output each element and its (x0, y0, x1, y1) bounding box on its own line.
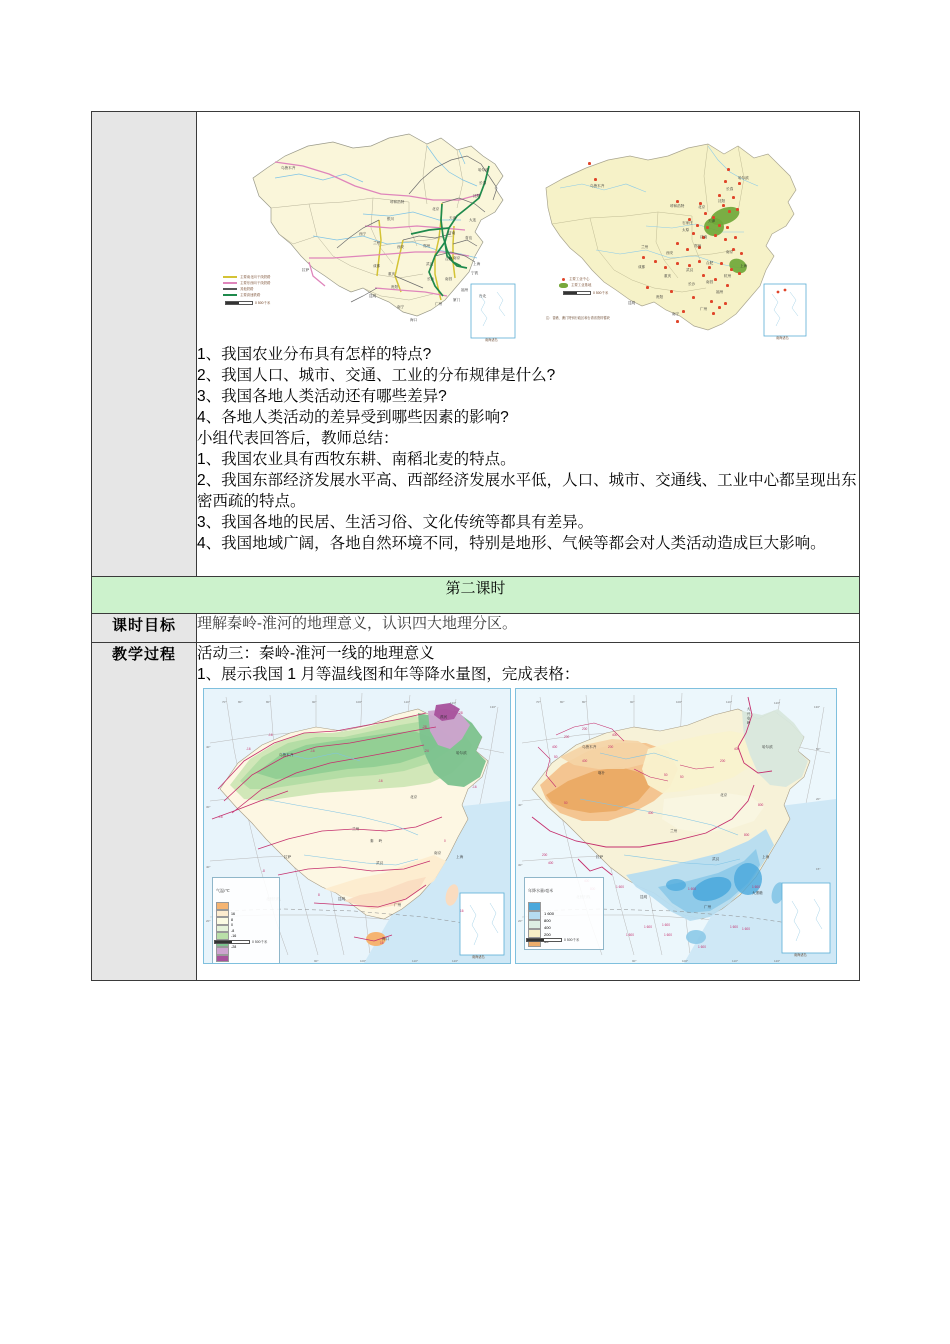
legend-label: 主要南北向干线铁路 (240, 275, 271, 279)
legend-value: -8 (231, 928, 235, 933)
industry-center-dot (670, 290, 673, 293)
industry-center-dot (714, 234, 717, 237)
isohyet-label: 1 600 (616, 885, 624, 889)
scale-label: 0 500千米 (564, 938, 580, 942)
isotherm-label: -28 (458, 711, 463, 715)
industry-center-dot (702, 274, 705, 277)
temperature-legend (212, 877, 280, 964)
industry-map (542, 116, 842, 344)
map-city-label: 长沙 (688, 282, 696, 286)
isotherm-label: -16 (310, 749, 315, 753)
isotherm-label: 0 (444, 839, 446, 843)
map-city-label: 乌鲁木齐 (590, 184, 605, 188)
map-city-label: 广州 (435, 302, 443, 306)
daxinganling-label: 大兴安岭 (747, 707, 751, 726)
map-city-label: 海口 (410, 318, 418, 322)
map-city-label: 广州 (394, 903, 402, 907)
map-city-label: 郑州 (694, 244, 702, 248)
isohyet-label: 1 600 (752, 885, 760, 889)
isohyet-label: 400 (648, 811, 654, 815)
map-city-label: 济南 (448, 231, 456, 235)
industry-center-dot (698, 260, 701, 263)
map-city-label: 拉萨 (596, 855, 604, 859)
map-city-label: 兰州 (373, 241, 381, 245)
industry-center-dot (727, 168, 730, 171)
map-city-label: 济南 (700, 235, 708, 239)
isotherm-label: -16 (378, 779, 383, 783)
isohyet-label: 200 (542, 853, 548, 857)
isohyet-label: 1 600 (698, 945, 706, 949)
map-city-label: 呼和浩特 (670, 204, 685, 208)
map-city-label: 乌鲁木齐 (279, 753, 294, 757)
industry-center-dot (720, 262, 723, 265)
map-city-label: 北京 (410, 795, 418, 799)
map-city-label: 南昌 (445, 277, 453, 281)
map-city-label: 贵阳 (391, 285, 399, 289)
annual-precipitation-map: 乌鲁木齐 喀什 哈尔滨 北京 兰州 拉萨 上海 武汉 昆明 广州 大堡礁 大兴安岭 200 200 400 200 50 400 400 50 50 50 400 200 400 200 400 800 800 1 600 1 600 1 600 1 600 1 600 1 600 1 600 1 600 1 600 1 600 70° 80° 80° 90° 100° 110° 120° 130° 50° 20° 15° 40° 30° 20° 90° 100° 110° 120° 年降水量/毫米 1 600 800 400 200 0 500千米 南海诸岛 (515, 688, 837, 964)
maps-row-bottom (197, 688, 859, 966)
activity-heading: 活动三：秦岭-淮河一线的地理意义 (197, 645, 435, 662)
isohyet-label: 1 600 (688, 887, 696, 891)
isotherm-label: -16 (268, 733, 273, 737)
map-city-label: 重庆 (664, 274, 672, 278)
map-city-label: 杭州 (724, 274, 732, 278)
industry-center-dot (724, 302, 727, 305)
map-city-label: 乌鲁木齐 (281, 166, 296, 170)
map-city-label: 福州 (716, 290, 724, 294)
question-line: 4、各地人类活动的差异受到哪些因素的影响? (197, 409, 509, 426)
map-city-label: 北京 (432, 207, 440, 211)
map-city-label: 厦门 (453, 298, 461, 302)
isotherm-label: 8 (318, 893, 320, 897)
map-city-label: 哈尔滨 (738, 176, 749, 180)
map-city-label: 大堡礁 (752, 891, 763, 895)
map-city-label: 兰州 (352, 827, 360, 831)
isotherm-label: -8 (262, 869, 265, 873)
scale-label: 0 500千米 (593, 291, 609, 295)
isotherm-label: -16 (218, 815, 223, 819)
map-city-label: 武汉 (712, 857, 720, 861)
map-city-label: 上海 (740, 264, 748, 268)
isohyet-label: 400 (582, 759, 588, 763)
industry-map-note: 注：香港、澳门特别行政区和台湾省资料暂缺 (546, 316, 610, 320)
industry-center-dot (692, 296, 695, 299)
map-city-label: 广州 (700, 307, 708, 311)
january-temperature-map: 乌鲁木齐 哈尔滨 漠河 北京 兰州 拉萨 南京 上海 武汉 昆明 广州 海口 秦 岭 -16 -16 -16 -16 -16 -16 -24 -28 -28 -8 0 8 16 16 70° 80° 80° 90° 100° 110° 120° 130° 40° 30° 40° 20° 90° 100° 110° 120° 气温/℃ 16 8 0 -8 -16 -28 0 500千米 南海诸岛 (203, 688, 511, 964)
industry-center-dot (734, 236, 737, 239)
map-city-label: 宁波 (471, 271, 479, 275)
transition-line: 小组代表回答后，教师总结： (197, 430, 399, 447)
map-city-label: 成都 (638, 265, 646, 269)
isohyet-label: 200 (564, 735, 570, 739)
map-city-label: 广州 (704, 905, 712, 909)
industry-legend (558, 276, 608, 296)
map-city-label: 台北 (479, 294, 487, 298)
map-city-label: 合肥 (445, 257, 453, 261)
map-city-label: 上海 (762, 855, 770, 859)
isotherm-label: 16 (460, 909, 464, 913)
industry-center-dot (712, 312, 715, 315)
question-line: 3、我国各地人类活动还有哪些差异? (197, 388, 447, 405)
table-row (92, 112, 860, 577)
row1-label-cell (92, 112, 197, 577)
precipitation-scale (524, 937, 579, 943)
map-city-label: 南京 (726, 250, 734, 254)
map-city-label: 南京 (453, 256, 461, 260)
temperature-scale (212, 939, 268, 949)
map-city-label: 昆明 (369, 294, 377, 298)
activity-item: 1、展示我国 1 月等温线图和年等降水量图，完成表格： (197, 666, 580, 683)
map-city-label: 大连 (469, 218, 477, 222)
legend-value: 1 600 (544, 911, 555, 916)
map-city-label: 漠河 (440, 715, 448, 719)
map-city-label: 长沙 (427, 277, 435, 281)
map-city-label: 沈阳 (718, 199, 726, 203)
isohyet-label: 1 600 (662, 923, 670, 927)
isohyet-label: 200 (720, 759, 726, 763)
inset-label: 南海诸岛 (776, 336, 789, 340)
railway-map (213, 116, 523, 344)
map-city-label: 长春 (479, 181, 487, 185)
second-period-banner: 第二课时 (92, 577, 860, 614)
map-city-label: 海口 (382, 937, 390, 941)
legend-label: 其他铁路 (240, 287, 254, 291)
map-city-label: 南京 (434, 851, 442, 855)
isohyet-label: 400 (552, 745, 558, 749)
isohyet-label: 1 600 (644, 925, 652, 929)
inset-label: 南海诸岛 (472, 955, 485, 959)
industry-center-dot (646, 286, 649, 289)
map-city-label: 兰州 (641, 245, 649, 249)
legend-value: 400 (544, 925, 551, 930)
map-city-label: 西宁 (359, 232, 367, 236)
map-city-label: 南宁 (672, 312, 680, 316)
table-row (92, 577, 860, 614)
industry-center-dot (676, 242, 679, 245)
isohyet-label: 200 (582, 727, 588, 731)
summary-line: 4、我国地域广阔，各地自然环境不同，特别是地形、气候等都会对人类活动造成巨大影响。 (197, 535, 826, 552)
industry-center-dot (724, 238, 727, 241)
legend-value: 8 (231, 917, 233, 922)
legend-label: 主要工业基地 (571, 283, 592, 287)
map-city-label: 青岛 (465, 236, 473, 240)
industry-center-dot (696, 224, 699, 227)
map-city-label: 昆明 (628, 301, 636, 305)
isohyet-label: 50 (664, 773, 668, 777)
map-city-label: 武汉 (376, 861, 384, 865)
legend-value: 800 (544, 918, 551, 923)
legend-value: 16 (231, 912, 235, 916)
summary-line: 2、我国东部经济发展水平高、西部经济发展水平低，人口、城市、交通线、工业中心都呈现出东密西疏的特点。 (197, 472, 857, 510)
map-city-label: 天津 (449, 216, 457, 220)
map-city-label: 呼和浩特 (390, 200, 405, 204)
map-city-label: 武汉 (426, 262, 434, 266)
map-city-label: 北京 (698, 205, 706, 209)
isohyet-label: 1 600 (730, 925, 738, 929)
map-city-label: 西安 (666, 251, 674, 255)
map-city-label: 武汉 (686, 268, 694, 272)
isohyet-label: 400 (612, 733, 618, 737)
isohyet-label: 1 600 (742, 927, 750, 931)
isotherm-label: -24 (424, 749, 429, 753)
industry-center-dot (682, 310, 685, 313)
isohyet-label: 200 (608, 745, 614, 749)
industry-center-dot (726, 226, 729, 229)
map-city-label: 兰州 (670, 829, 678, 833)
industry-center-dot (718, 306, 721, 309)
process-content-cell (197, 643, 860, 981)
objective-text: 理解秦岭-淮河的地理意义，认识四大地理分区。 (197, 614, 860, 643)
map-city-label: 哈尔滨 (478, 168, 489, 172)
map-city-label: 昆明 (338, 897, 346, 901)
table-row (92, 643, 860, 981)
qinling-label: 秦 岭 (370, 839, 385, 843)
lesson-plan-table (91, 111, 860, 981)
row-label-process: 教学过程 (92, 643, 197, 981)
map-city-label: 石家庄 (682, 221, 693, 225)
map-city-label: 贵阳 (656, 295, 664, 299)
map-city-label: 拉萨 (284, 855, 292, 859)
isohyet-label: 800 (744, 833, 750, 837)
industry-center-dot (714, 278, 717, 281)
legend-value: 200 (544, 932, 551, 937)
isohyet-label: 50 (680, 775, 684, 779)
industry-center-dot (676, 262, 679, 265)
map-city-label: 拉萨 (302, 268, 310, 272)
isohyet-label: 400 (548, 861, 554, 865)
railway-legend (223, 274, 271, 306)
maps-row-top (197, 112, 859, 344)
question-line: 2、我国人口、城市、交通、工业的分布规律是什么? (197, 367, 556, 384)
scale-label: 0 500千米 (255, 301, 271, 305)
isotherm-label: 16 (380, 941, 384, 945)
legend-value: -16 (231, 934, 237, 938)
map-city-label: 郑州 (423, 244, 431, 248)
table-row (92, 614, 860, 643)
legend-label: 主要高速铁路 (240, 293, 261, 297)
map-city-label: 太原 (682, 228, 690, 232)
map-city-label: 哈尔滨 (456, 751, 467, 755)
map-city-label: 重庆 (388, 272, 396, 276)
map-city-label: 南昌 (706, 280, 714, 284)
isohyet-label: 800 (758, 803, 764, 807)
legend-label: 主要工业中心 (569, 277, 590, 281)
legend-title: 气温/℃ (216, 888, 230, 893)
scale-label: 0 500千米 (252, 940, 268, 944)
map-city-label: 上海 (456, 855, 464, 859)
summary-line: 3、我国各地的民居、生活习俗、文化传统等都具有差异。 (197, 514, 594, 531)
industry-center-dot (718, 224, 721, 227)
isohyet-label: 50 (554, 755, 558, 759)
row-label-objective: 课时目标 (92, 614, 197, 643)
map-city-label: 成都 (373, 264, 381, 268)
row1-content-cell (197, 112, 860, 577)
legend-title: 年降水量/毫米 (528, 888, 554, 893)
inset-label: 南海诸岛 (794, 953, 807, 957)
map-city-label: 上海 (473, 262, 481, 266)
map-city-label: 哈尔滨 (762, 745, 773, 749)
isohyet-label: 1 600 (626, 933, 634, 937)
map-city-label: 沈阳 (473, 194, 481, 198)
map-city-label: 昆明 (640, 895, 648, 899)
map-city-label: 长春 (726, 187, 734, 191)
summary-line: 1、我国农业具有西牧东耕、南稻北麦的特点。 (197, 451, 516, 468)
map-city-label: 喀什 (598, 771, 606, 775)
isotherm-label: -28 (422, 725, 427, 729)
map-city-label: 北京 (720, 793, 728, 797)
industry-center-dot (654, 260, 657, 263)
industry-center-dot (588, 162, 591, 165)
industry-center-dot (710, 300, 713, 303)
legend-value: 0 (231, 923, 233, 927)
map-city-label: 天津 (708, 219, 716, 223)
industry-center-dot (740, 252, 743, 255)
map-city-label: 福州 (461, 288, 469, 292)
isohyet-label: 400 (734, 747, 740, 751)
inset-label: 南海诸岛 (485, 338, 498, 342)
map-city-label: 合肥 (706, 261, 714, 265)
industry-center-dot (728, 210, 731, 213)
map-city-label: 南宁 (397, 305, 405, 309)
map-city-label: 西安 (397, 245, 405, 249)
legend-label: 主要东西向干线铁路 (240, 281, 271, 285)
isohyet-label: 50 (564, 801, 568, 805)
question-line: 1、我国农业分布具有怎样的特点? (197, 346, 432, 363)
map-city-label: 乌鲁木齐 (582, 745, 597, 749)
isohyet-label: 1 600 (664, 933, 672, 937)
map-city-label: 银川 (387, 217, 395, 221)
industry-center-dot (736, 208, 739, 211)
industry-center-dot (686, 248, 689, 251)
legend-value: -28 (231, 945, 237, 949)
isotherm-label: -16 (246, 747, 251, 751)
isotherm-label: -16 (472, 785, 477, 789)
